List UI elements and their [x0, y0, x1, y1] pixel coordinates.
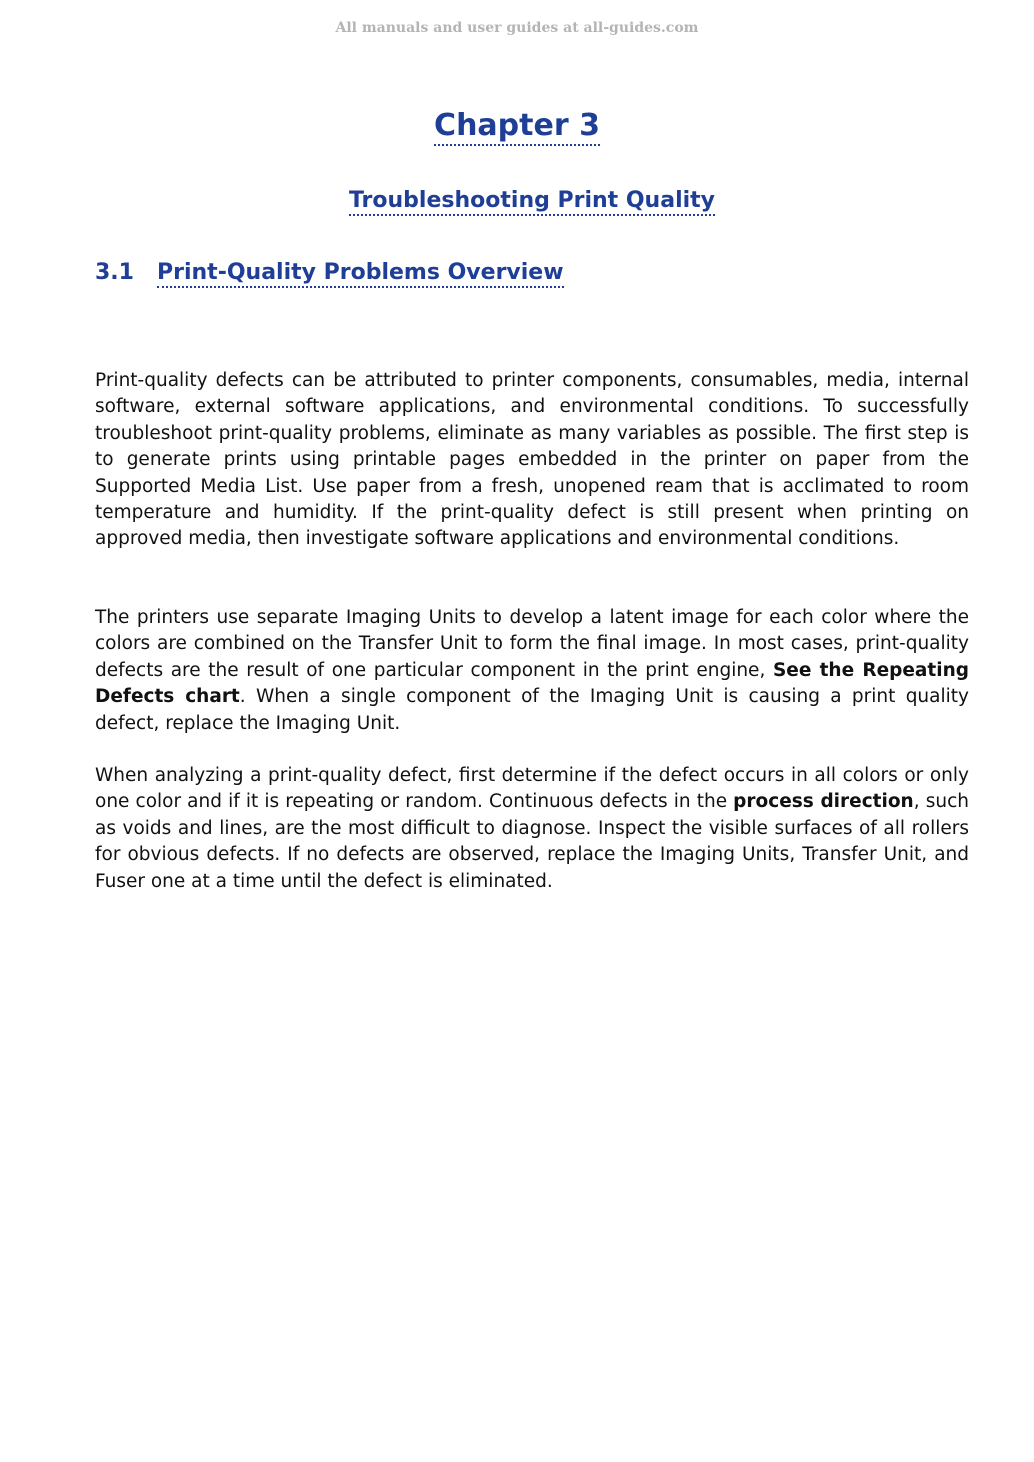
- chapter-title: [0, 108, 1034, 143]
- paragraph-3-text-after: , such as voids and lines, are the most difficult to diagnose. Inspect the visible surfaces of all rollers for obvious defects. If no defects are observed, replace the Imaging Units, Transfer Unit, and Fuser one at a time until the defect is eliminated.: [95, 791, 969, 892]
- watermark-text: All manuals and user guides at all-guides.com: [335, 20, 699, 36]
- paragraph-2: [95, 605, 969, 737]
- paragraph-3-text-before: When analyzing a print-quality defect, first determine if the defect occurs in all colors or only one color and if it is repeating or random. Continuous defects in the: [95, 765, 969, 813]
- section-number: 3.1: [95, 260, 134, 285]
- paragraph-2-text-after: . When a single component of the Imaging Unit is causing a print quality defect, replace the Imaging Unit.: [95, 686, 969, 734]
- section-heading: [95, 260, 564, 285]
- paragraph-3: [95, 763, 969, 895]
- paragraph-1: Print-quality defects can be attributed to printer components, consumables, media, internal software, external software applications, and environmental conditions. To successfully troubleshoot print-quality problems, eliminate as many variables as possible. The first step is to generate prints using printable pages embedded in the printer on paper from the Supported Media List. Use paper from a fresh, unopened ream that is acclimated to room temperature and humidity. If the print-quality defect is still present when printing on approved media, then investigate software applications and environmental conditions.: [95, 370, 969, 550]
- process-direction-term: process direction: [733, 791, 914, 813]
- chapter-subtitle: [0, 188, 1034, 213]
- chapter-title-link[interactable]: Chapter 3: [434, 108, 600, 146]
- section-title-link[interactable]: Print-Quality Problems Overview: [157, 260, 564, 288]
- chapter-subtitle-link[interactable]: Troubleshooting Print Quality: [349, 188, 715, 216]
- repeating-defects-chart-reference: See the Repeating Defects chart: [95, 659, 969, 708]
- paragraph-2-text-before: The printers use separate Imaging Units to develop a latent image for each color where the colors are combined on the Transfer Unit to form the final image. In most cases, print-quality defects are the result of one particular component in the print engine,: [95, 607, 969, 681]
